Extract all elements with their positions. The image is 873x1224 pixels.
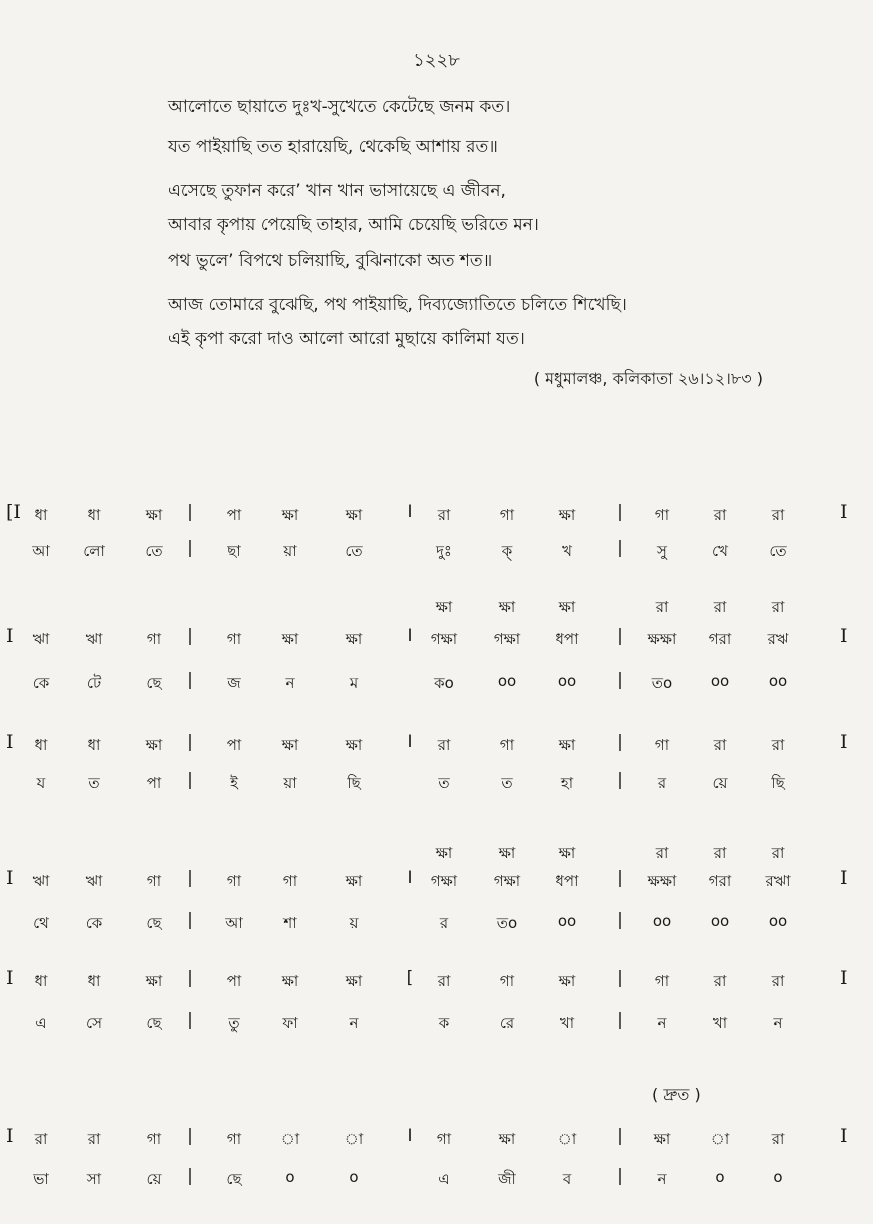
swara-note: ক্ষক্ষা — [647, 630, 677, 648]
swara-note: ক্ষা — [558, 506, 576, 524]
upper-swara: ক্ষা — [435, 598, 453, 616]
poem-line-1: আলোতে ছায়াতে দুঃখ-সুখেতে কেটেছে জনম কত। — [168, 97, 511, 117]
lyric-syllable: তে — [345, 542, 363, 560]
lyric-syllable: oo — [768, 912, 788, 930]
swara-note: ক্ষা — [345, 872, 363, 890]
tempo-marking: ( দ্রুত ) — [652, 1085, 701, 1104]
lyric-syllable: o — [715, 1168, 725, 1186]
poem-line-6: আজ তোমারে বুঝেছি, পথ পাইয়াছি, দিব্যজ্যোতিতে চলিতে শিখেছি। — [168, 295, 627, 315]
bar-line: | — [617, 502, 623, 522]
lyric-syllable: তo — [496, 914, 518, 932]
lyric-syllable: এ — [438, 1170, 450, 1188]
lyric-syllable: খা — [712, 1014, 728, 1032]
upper-swara: ক্ষা — [498, 844, 516, 862]
lyric-syllable: তে — [769, 542, 787, 560]
lyric-syllable: লো — [83, 542, 105, 560]
swara-note: পা — [226, 736, 242, 754]
bar-line: | — [187, 770, 193, 790]
swara-note: ধা — [87, 972, 101, 990]
upper-swara: রা — [713, 598, 727, 616]
swara-note: গা — [226, 630, 242, 648]
poem-line-3: এসেছে তুফান করে’ খান খান ভাসায়েছে এ জীবন, — [168, 181, 506, 201]
lyric-syllable: ম — [349, 674, 359, 692]
line-start-mark: [I — [6, 501, 21, 523]
line-start-mark: I — [6, 625, 14, 647]
swara-note: রা — [437, 972, 451, 990]
lyric-syllable: ন — [349, 1014, 359, 1032]
line-end-mark: I — [840, 967, 848, 989]
upper-swara: রা — [771, 598, 785, 616]
bar-line: | — [187, 626, 193, 646]
swara-note: ক্ষা — [498, 1130, 516, 1148]
swara-note: গা — [436, 1130, 452, 1148]
lyric-syllable: ক্ — [501, 542, 513, 560]
swara-note: ধা — [34, 736, 48, 754]
swara-note: গা — [499, 506, 515, 524]
lyric-syllable: o — [285, 1168, 295, 1186]
lyric-syllable: ভা — [33, 1170, 49, 1188]
swara-note: রা — [771, 1130, 785, 1148]
bar-line: | — [617, 538, 623, 558]
upper-swara: ক্ষা — [558, 844, 576, 862]
lyric-syllable: টে — [86, 674, 102, 692]
swara-note: ক্ষা — [558, 736, 576, 754]
lyric-syllable: থে — [33, 914, 49, 932]
lyric-syllable: o — [773, 1168, 783, 1186]
bar-line: | — [187, 868, 193, 888]
lyric-syllable: জী — [498, 1170, 516, 1188]
swara-note: গক্ষা — [430, 630, 458, 648]
bar-line: | — [617, 1166, 623, 1186]
swara-note: গা — [226, 1130, 242, 1148]
swara-note: ক্ষা — [345, 506, 363, 524]
line-end-mark: I — [840, 1125, 848, 1147]
poem-line-4: আবার কৃপায় পেয়েছি তাহার, আমি চেয়েছি ভরিতে মন। — [168, 215, 539, 235]
bar-line: | — [187, 670, 193, 690]
swara-note: গা — [654, 736, 670, 754]
lyric-syllable: শা — [283, 914, 297, 932]
swara-note: গা — [654, 972, 670, 990]
swara-note: রা — [771, 506, 785, 524]
swara-note: া — [280, 1130, 300, 1148]
lyric-syllable: খে — [712, 542, 728, 560]
swara-note: গা — [499, 736, 515, 754]
swara-note: রঋা — [765, 872, 791, 890]
line-start-mark: I — [6, 731, 14, 753]
swara-note: ধপা — [555, 872, 579, 890]
swara-note: রা — [771, 736, 785, 754]
swara-note: ঋা — [32, 630, 50, 648]
swara-note: া — [557, 1130, 577, 1148]
swara-note: ধা — [34, 506, 48, 524]
swara-note: রা — [87, 1130, 101, 1148]
swara-note: গা — [226, 872, 242, 890]
lyric-syllable: তু — [228, 1014, 240, 1032]
bar-line: | — [187, 732, 193, 752]
lyric-syllable: ক — [438, 1014, 450, 1032]
lyric-syllable: কে — [85, 914, 103, 932]
bar-line: I — [407, 626, 413, 646]
lyric-syllable: আ — [225, 914, 243, 932]
lyric-syllable: ন — [657, 1170, 667, 1188]
lyric-syllable: ফা — [282, 1014, 298, 1032]
lyric-syllable: তে — [145, 542, 163, 560]
swara-note: রা — [34, 1130, 48, 1148]
swara-note: ক্ষা — [281, 736, 299, 754]
bar-line: | — [617, 868, 623, 888]
lyric-syllable: oo — [710, 672, 730, 690]
swara-note: গা — [282, 872, 298, 890]
page-number: ১২২৮ — [413, 50, 460, 71]
source-citation: ( মধুমালঞ্চ, কলিকাতা ২৬।১২।৮৩ ) — [533, 369, 763, 388]
bar-line: | — [617, 670, 623, 690]
bar-line: | — [187, 1166, 193, 1186]
lyric-syllable: সু — [657, 542, 667, 560]
lyric-syllable: ত — [501, 774, 513, 792]
upper-swara: ক্ষা — [558, 598, 576, 616]
lyric-syllable: o — [349, 1168, 359, 1186]
lyric-syllable: oo — [497, 672, 517, 690]
lyric-syllable: সা — [86, 1170, 102, 1188]
upper-swara: রা — [713, 844, 727, 862]
bar-line: | — [187, 910, 193, 930]
bar-line: | — [187, 502, 193, 522]
poem-line-2: যত পাইয়াছি তত হারায়েছি, থেকেছি আশায় রত॥ — [168, 137, 498, 157]
swara-note: ক্ষা — [345, 736, 363, 754]
lyric-syllable: ন — [657, 1014, 667, 1032]
swara-note: ধা — [34, 972, 48, 990]
swara-note: ক্ষা — [345, 972, 363, 990]
swara-note: গা — [146, 1130, 162, 1148]
swara-note: গা — [499, 972, 515, 990]
upper-swara: রা — [655, 598, 669, 616]
swara-note: গা — [146, 872, 162, 890]
line-start-mark: I — [6, 1125, 14, 1147]
lyric-syllable: ছি — [771, 774, 785, 792]
bar-line: | — [617, 732, 623, 752]
lyric-syllable: য় — [349, 914, 359, 932]
line-start-mark: I — [6, 867, 14, 889]
lyric-syllable: oo — [557, 912, 577, 930]
swara-note: া — [344, 1130, 364, 1148]
bar-line: | — [617, 626, 623, 646]
bar-line: | — [187, 1126, 193, 1146]
swara-note: গরা — [708, 630, 732, 648]
line-end-mark: I — [840, 867, 848, 889]
lyric-syllable: ছা — [227, 542, 241, 560]
lyric-syllable: দুঃ — [436, 542, 452, 560]
lyric-syllable: এ — [35, 1014, 47, 1032]
upper-swara: ক্ষা — [498, 598, 516, 616]
bar-line: | — [187, 1010, 193, 1030]
lyric-syllable: র — [439, 914, 449, 932]
swara-note: ক্ষা — [558, 972, 576, 990]
lyric-syllable: ছে — [226, 1170, 242, 1188]
lyric-syllable: সে — [86, 1014, 102, 1032]
line-end-mark: I — [840, 731, 848, 753]
swara-note: রা — [713, 972, 727, 990]
bar-line: | — [187, 968, 193, 988]
lyric-syllable: কo — [434, 674, 454, 692]
swara-note: ক্ষক্ষা — [647, 872, 677, 890]
lyric-syllable: য — [36, 774, 46, 792]
bar-line: | — [617, 910, 623, 930]
swara-note: ক্ষা — [281, 630, 299, 648]
swara-note: ধা — [87, 736, 101, 754]
swara-note: ক্ষা — [281, 506, 299, 524]
swara-note: রা — [771, 972, 785, 990]
lyric-syllable: পা — [146, 774, 162, 792]
lyric-syllable: কে — [32, 674, 50, 692]
lyric-syllable: য়ে — [146, 1170, 162, 1188]
swara-note: রঋ — [767, 630, 789, 648]
swara-note: ঋা — [85, 872, 103, 890]
lyric-syllable: ছে — [146, 674, 162, 692]
bar-line: | — [187, 538, 193, 558]
swara-note: গরা — [708, 872, 732, 890]
lyric-syllable: জ — [227, 674, 241, 692]
lyric-syllable: ত — [438, 774, 450, 792]
lyric-syllable: হা — [560, 774, 574, 792]
swara-note: পা — [226, 506, 242, 524]
swara-note: ঋা — [85, 630, 103, 648]
swara-note: ক্ষা — [145, 506, 163, 524]
lyric-syllable: oo — [557, 672, 577, 690]
lyric-syllable: oo — [768, 672, 788, 690]
upper-swara: রা — [771, 844, 785, 862]
bar-line: | — [617, 770, 623, 790]
swara-note: রা — [437, 736, 451, 754]
lyric-syllable: ব — [562, 1170, 572, 1188]
lyric-syllable: র — [657, 774, 667, 792]
swara-note: রা — [437, 506, 451, 524]
lyric-syllable: আ — [32, 542, 50, 560]
lyric-syllable: য়ে — [712, 774, 728, 792]
lyric-syllable: খা — [559, 1014, 575, 1032]
lyric-syllable: oo — [652, 912, 672, 930]
swara-note: ধপা — [555, 630, 579, 648]
lyric-syllable: রে — [499, 1014, 515, 1032]
swara-note: গা — [654, 506, 670, 524]
bar-line: I — [407, 732, 413, 752]
bar-line: I — [407, 502, 413, 522]
swara-note: ঋা — [32, 872, 50, 890]
lyric-syllable: ই — [230, 774, 238, 792]
lyric-syllable: ত — [88, 774, 100, 792]
bar-line: | — [617, 1010, 623, 1030]
bar-line: I — [407, 1126, 413, 1146]
swara-note: ক্ষা — [145, 736, 163, 754]
swara-note: গক্ষা — [493, 872, 521, 890]
swara-note: গক্ষা — [430, 872, 458, 890]
bar-line: I — [407, 868, 413, 888]
swara-note: পা — [226, 972, 242, 990]
bar-line: | — [617, 1126, 623, 1146]
swara-note: া — [710, 1130, 730, 1148]
lyric-syllable: ছি — [347, 774, 361, 792]
lyric-syllable: তo — [651, 674, 673, 692]
poem-line-7: এই কৃপা করো দাও আলো আরো মুছায়ে কালিমা যত। — [168, 329, 525, 349]
poem-line-5: পথ ভুলে’ বিপথে চলিয়াছি, বুঝিনাকো অত শত॥ — [168, 251, 493, 271]
lyric-syllable: য়া — [283, 542, 297, 560]
line-end-mark: I — [840, 501, 848, 523]
lyric-syllable: খ — [562, 542, 572, 560]
lyric-syllable: ন — [285, 674, 295, 692]
swara-note: গক্ষা — [493, 630, 521, 648]
swara-note: ক্ষা — [345, 630, 363, 648]
lyric-syllable: ছে — [146, 914, 162, 932]
lyric-syllable: ন — [773, 1014, 783, 1032]
swara-note: ক্ষা — [145, 972, 163, 990]
bar-line: [ — [406, 968, 414, 988]
lyric-syllable: ছে — [146, 1014, 162, 1032]
swara-note: রা — [713, 506, 727, 524]
swara-note: রা — [713, 736, 727, 754]
line-start-mark: I — [6, 967, 14, 989]
swara-note: গা — [146, 630, 162, 648]
lyric-syllable: oo — [710, 912, 730, 930]
upper-swara: ক্ষা — [435, 844, 453, 862]
upper-swara: রা — [655, 844, 669, 862]
swara-note: ধা — [87, 506, 101, 524]
lyric-syllable: য়া — [283, 774, 297, 792]
line-end-mark: I — [840, 625, 848, 647]
bar-line: | — [617, 968, 623, 988]
swara-note: ক্ষা — [653, 1130, 671, 1148]
swara-note: ক্ষা — [281, 972, 299, 990]
